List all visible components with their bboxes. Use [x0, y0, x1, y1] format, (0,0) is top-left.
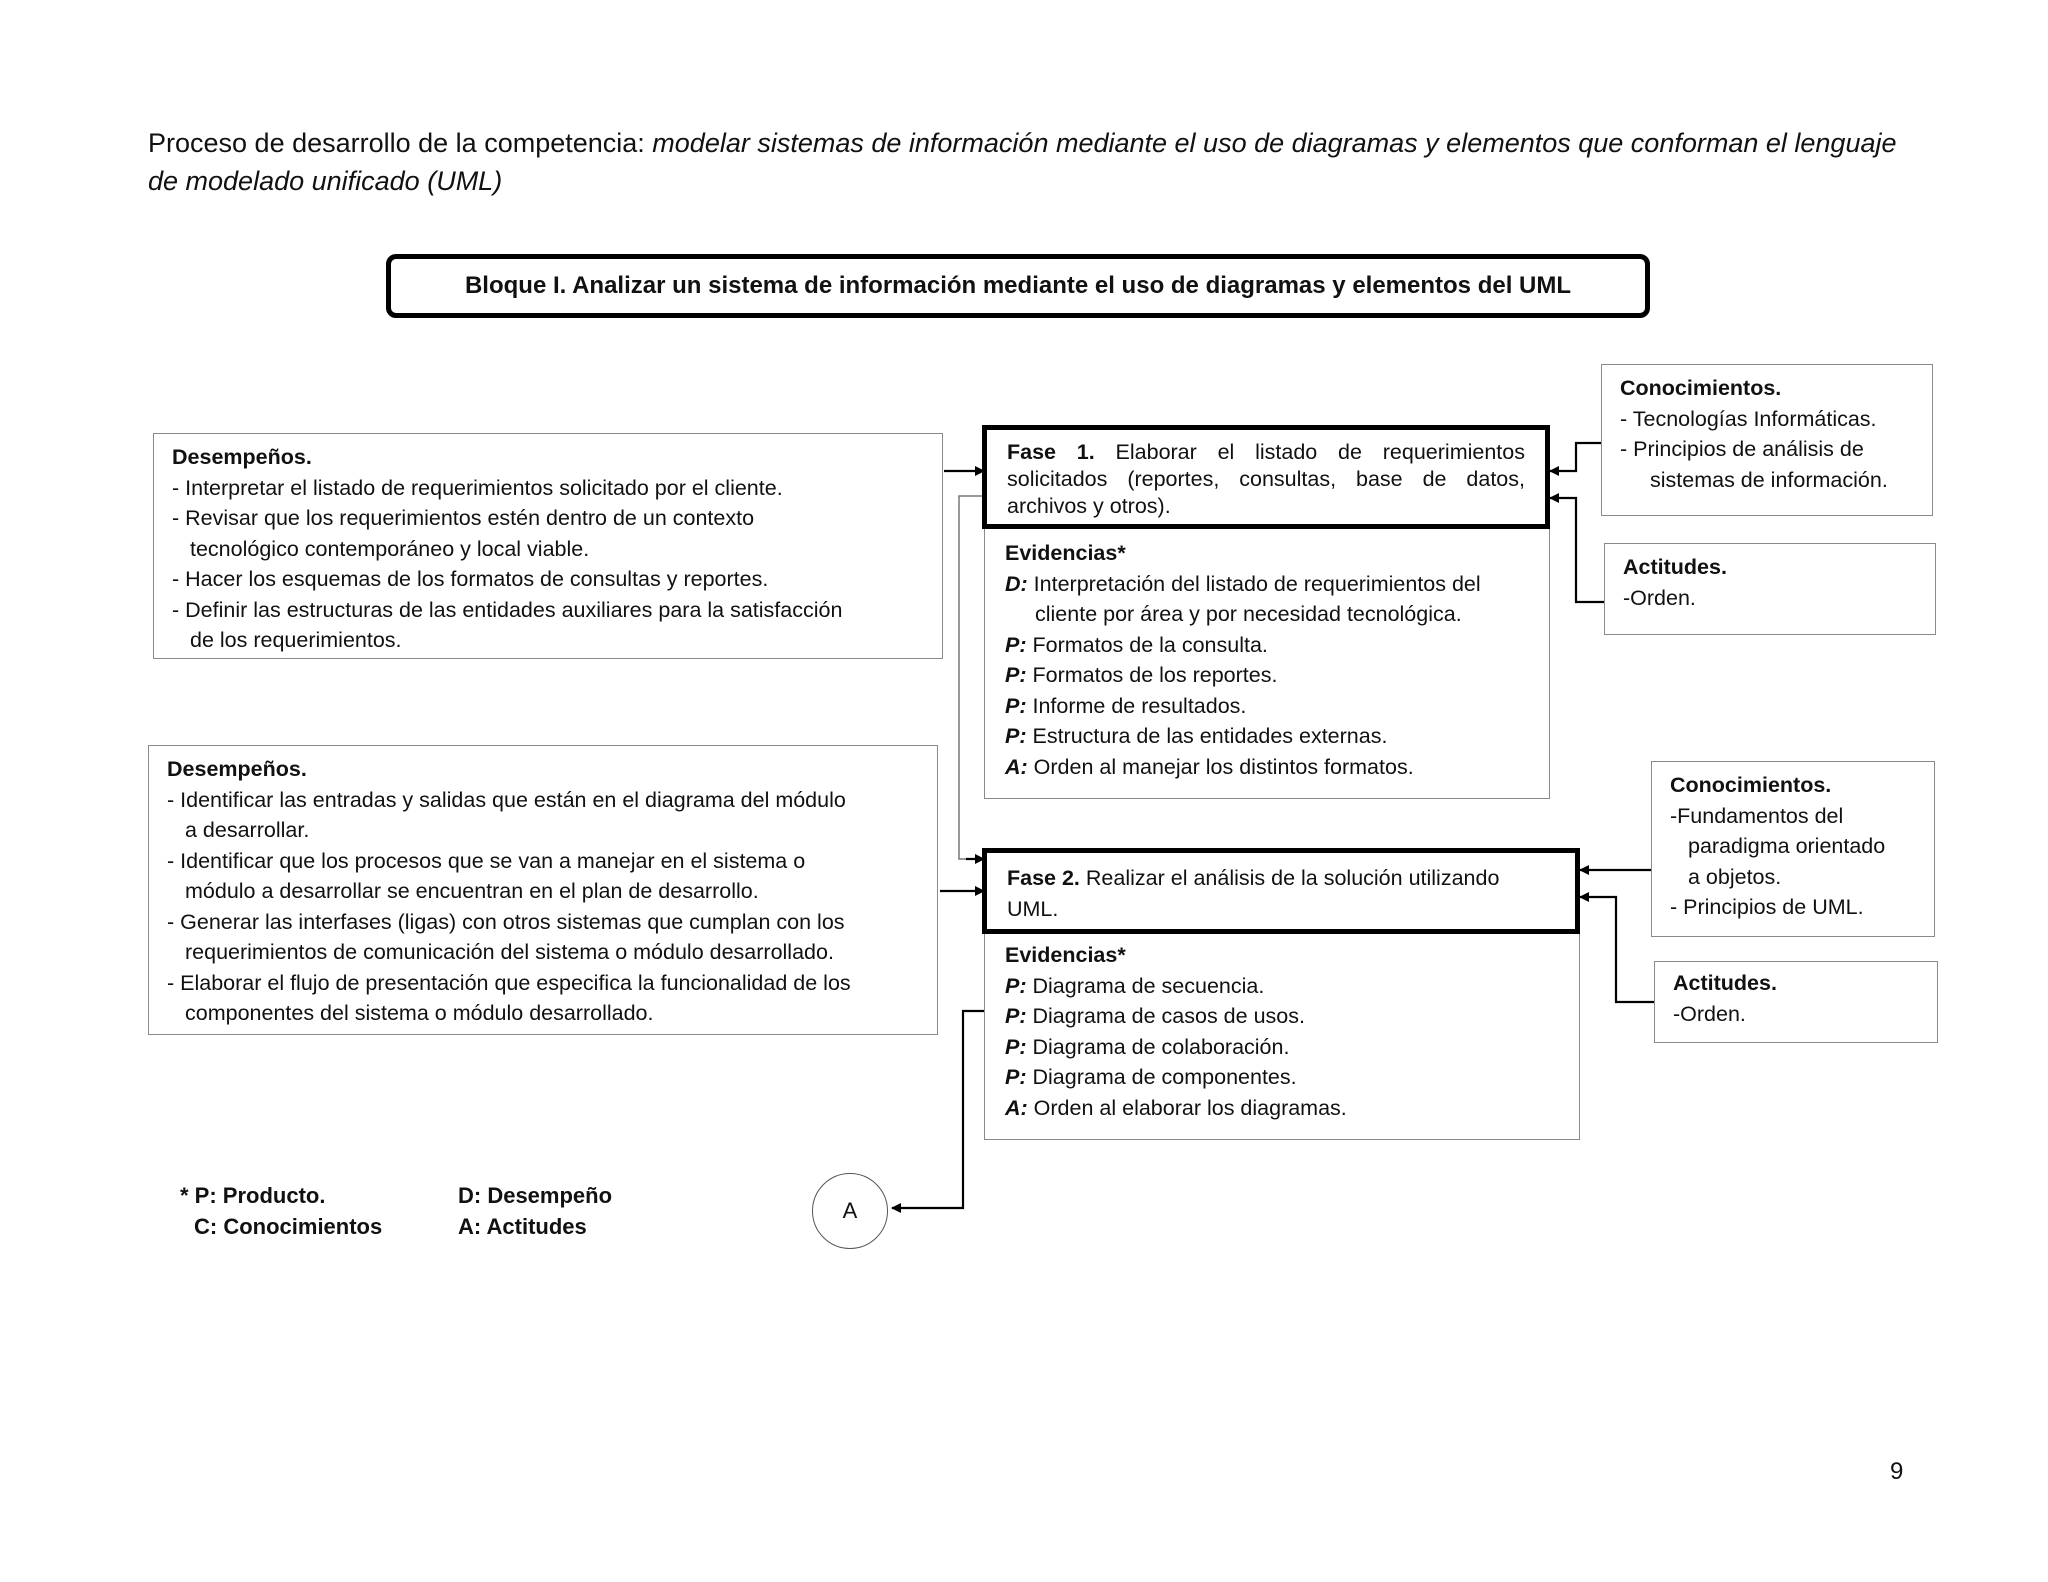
- desempenos-line: - Identificar las entradas y salidas que están en el diagrama del módulo: [167, 787, 846, 812]
- evidence-code: P:: [1005, 632, 1027, 657]
- title-italic: modelar sistemas de información mediante el uso de diagramas y elementos que conforman el lenguaje de modelado unificado (UML): [148, 128, 1897, 196]
- desempenos-line: requerimientos de comunicación del sistema o módulo desarrollado.: [185, 940, 834, 964]
- desempenos-line: - Hacer los esquemas de los formatos de consultas y reportes.: [172, 567, 769, 591]
- desempenos-heading-1: Desempeños.: [172, 445, 312, 469]
- block-title: Bloque I. Analizar un sistema de información mediante el uso de diagramas y elementos del UML: [464, 272, 1572, 299]
- evidence-item: [1005, 752, 1531, 783]
- connector-a-label: A: [842, 1198, 858, 1223]
- conocimientos-heading-1: Conocimientos.: [1620, 376, 1782, 400]
- conocimientos-box-1: [1601, 364, 1933, 516]
- evidence-text: Diagrama de colaboración.: [1032, 1034, 1290, 1059]
- evidence-text: Orden al elaborar los diagramas.: [1033, 1095, 1347, 1120]
- block-title-box: [386, 254, 1650, 318]
- desempenos-line: - Definir las estructuras de las entidades auxiliares para la satisfacción: [172, 597, 843, 622]
- evidence-code: P:: [1005, 1004, 1027, 1028]
- legend-p: * P: Producto.: [180, 1183, 326, 1208]
- conocimientos-line: a objetos.: [1688, 864, 1782, 889]
- evidence-item: [1005, 660, 1531, 691]
- fase2-box: [982, 848, 1580, 934]
- legend-a: A: Actitudes: [458, 1214, 587, 1239]
- evidence-item: [1005, 630, 1531, 661]
- conocimientos-line: -Fundamentos del: [1670, 803, 1844, 828]
- evidence-item: [1005, 569, 1531, 600]
- evidence-item: [1005, 1032, 1561, 1063]
- arrow-to-connector-a: [892, 1011, 984, 1208]
- evidence-item: [1005, 1093, 1561, 1124]
- flow-line-fase1-to-fase2: [959, 496, 984, 859]
- evidence-text: Diagrama de secuencia.: [1032, 973, 1265, 998]
- legend-d: D: Desempeño: [458, 1183, 613, 1208]
- evidencias-heading-2: Evidencias*: [1005, 943, 1126, 967]
- conocimientos-line: paradigma orientado: [1688, 834, 1886, 858]
- fase1-text: Elaborar el listado de requerimientos solicitados (reportes, consultas, base de datos, archivos y otros).: [1007, 440, 1525, 518]
- legend: [180, 1180, 612, 1242]
- evidence-text: cliente por área y por necesidad tecnológica.: [1035, 602, 1462, 626]
- legend-c: C: Conocimientos: [194, 1214, 383, 1239]
- evidence-code: A:: [1005, 754, 1028, 779]
- evidence-code: P:: [1005, 663, 1027, 687]
- evidence-text: Diagrama de componentes.: [1032, 1065, 1297, 1089]
- title-prefix: Proceso de desarrollo de la competencia:: [148, 128, 653, 158]
- desempenos-line: a desarrollar.: [185, 818, 310, 842]
- evidencias-heading-1: Evidencias*: [1005, 541, 1126, 565]
- evidence-code: P:: [1005, 973, 1027, 998]
- fase2-label: Fase 2.: [1007, 866, 1080, 890]
- desempenos-line: - Interpretar el listado de requerimientos solicitado por el cliente.: [172, 475, 783, 500]
- desempenos-line: de los requerimientos.: [190, 628, 402, 652]
- fase2-text: Realizar el análisis de la solución utilizando UML.: [1007, 866, 1500, 921]
- evidence-item: [1005, 1062, 1561, 1093]
- evidence-code: P:: [1005, 724, 1027, 748]
- desempenos-heading-2: Desempeños.: [167, 757, 307, 781]
- conocimientos-line: - Principios de UML.: [1670, 895, 1864, 919]
- evidence-text: Diagrama de casos de usos.: [1032, 1004, 1305, 1028]
- arrow-actitudes1-to-fase1: [1550, 498, 1604, 602]
- evidence-code: P:: [1005, 693, 1027, 718]
- actitudes-box-1: [1604, 543, 1936, 635]
- fase1-box: [982, 425, 1550, 529]
- evidence-item: [1005, 599, 1531, 630]
- conocimientos-heading-2: Conocimientos.: [1670, 773, 1832, 797]
- fase1-label: Fase 1.: [1007, 440, 1095, 464]
- arrow-actitudes2-to-fase2: [1580, 897, 1654, 1002]
- conocimientos-line: - Principios de análisis de: [1620, 437, 1864, 461]
- evidence-text: Informe de resultados.: [1032, 693, 1247, 718]
- actitudes-box-2: [1654, 961, 1938, 1043]
- actitudes-heading-1: Actitudes.: [1623, 555, 1727, 579]
- evidence-code: D:: [1005, 571, 1028, 596]
- evidence-code: A:: [1005, 1095, 1028, 1120]
- desempenos-line: - Identificar que los procesos que se van a manejar en el sistema o: [167, 848, 806, 873]
- desempenos-box-2: [148, 745, 938, 1035]
- evidence-text: Orden al manejar los distintos formatos.: [1033, 754, 1414, 779]
- evidence-text: Formatos de los reportes.: [1032, 663, 1278, 687]
- evidence-text: Interpretación del listado de requerimientos del: [1033, 571, 1481, 596]
- evidence-item: [1005, 721, 1531, 752]
- document-title: [148, 124, 1928, 200]
- evidence-text: Estructura de las entidades externas.: [1032, 724, 1388, 748]
- evidence-item: [1005, 971, 1561, 1002]
- conocimientos-line: - Tecnologías Informáticas.: [1620, 406, 1877, 431]
- desempenos-line: - Elaborar el flujo de presentación que especifica la funcionalidad de los: [167, 970, 851, 995]
- desempenos-line: tecnológico contemporáneo y local viable.: [190, 536, 590, 561]
- desempenos-line: módulo a desarrollar se encuentran en el plan de desarrollo.: [185, 879, 759, 903]
- evidencias-box-1: [984, 529, 1550, 799]
- actitudes-line: -Orden.: [1623, 585, 1696, 610]
- evidence-item: [1005, 691, 1531, 722]
- page-number: 9: [1890, 1458, 1904, 1485]
- actitudes-line: -Orden.: [1673, 1001, 1746, 1026]
- conocimientos-box-2: [1651, 761, 1935, 937]
- desempenos-line: - Revisar que los requerimientos estén dentro de un contexto: [172, 506, 755, 530]
- connector-a-circle: [812, 1173, 888, 1249]
- desempenos-line: componentes del sistema o módulo desarrollado.: [185, 1001, 654, 1025]
- evidence-text: Formatos de la consulta.: [1032, 632, 1268, 657]
- actitudes-heading-2: Actitudes.: [1673, 971, 1777, 995]
- evidencias-box-2: [984, 934, 1580, 1140]
- evidence-code: P:: [1005, 1065, 1027, 1089]
- evidence-item: [1005, 1001, 1561, 1032]
- desempenos-line: - Generar las interfases (ligas) con otros sistemas que cumplan con los: [167, 909, 845, 934]
- desempenos-box-1: [153, 433, 943, 659]
- conocimientos-line: sistemas de información.: [1650, 467, 1888, 492]
- evidence-code: P:: [1005, 1034, 1027, 1059]
- arrow-conocimientos1-to-fase1: [1550, 443, 1601, 471]
